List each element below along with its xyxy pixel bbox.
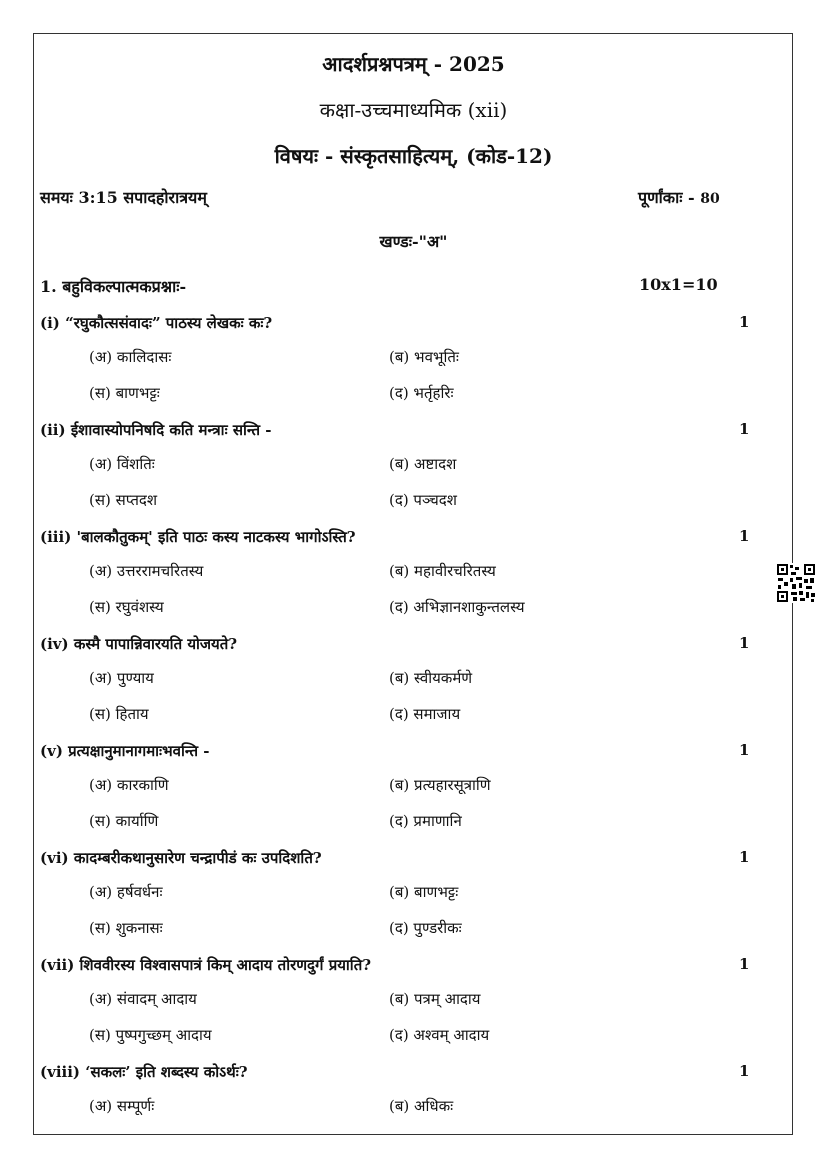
option-b: (ब) भवभूतिः [389, 348, 459, 366]
question-text: (ii) ईशावास्योपनिषदि कति मन्त्राः सन्ति - [40, 421, 272, 439]
question-marks: 1 [739, 1062, 750, 1080]
question-marks: 1 [739, 955, 750, 973]
question-text: (vii) शिववीरस्य विश्वासपात्रं किम् आदाय तोरणदुर्गं प्रयाति? [40, 956, 372, 974]
option-d: (द) समाजाय [389, 705, 461, 723]
option-a: (अ) संवादम् आदाय [89, 990, 197, 1008]
class-line: कक्षा-उच्चमाध्यमिक (xii) [319, 98, 508, 122]
question-marks: 1 [739, 741, 750, 759]
subject-line: विषयः - संस्कृतसाहित्यम्, (कोड-12) [274, 144, 553, 168]
option-a: (अ) उत्तररामचरितस्य [89, 562, 204, 580]
option-b: (ब) अधिकः [389, 1097, 454, 1115]
option-b: (ब) महावीरचरितस्य [389, 562, 496, 580]
question-marks: 1 [739, 313, 750, 331]
option-b: (ब) स्वीयकर्मणे [389, 669, 473, 687]
question-marks: 1 [739, 634, 750, 652]
option-c: (स) शुकनासः [89, 919, 163, 937]
option-b: (ब) अष्टादश [389, 455, 457, 473]
question-marks: 1 [739, 420, 750, 438]
question-text: (vi) कादम्बरीकथानुसारेण चन्द्रापीडं कः उपदिशति? [40, 849, 322, 867]
option-b: (ब) बाणभट्टः [389, 883, 459, 901]
question-text: (viii) ‘सकलः’ इति शब्दस्य कोऽर्थः? [40, 1063, 248, 1081]
option-d: (द) पुण्डरीकः [389, 919, 462, 937]
section-heading: खण्डः-"अ" [379, 232, 448, 251]
option-d: (द) अश्वम् आदाय [389, 1026, 490, 1044]
question-marks: 1 [739, 527, 750, 545]
option-a: (अ) सम्पूर्णः [89, 1097, 155, 1115]
option-b: (ब) पत्रम् आदाय [389, 990, 481, 1008]
option-c: (स) कार्याणि [89, 812, 159, 830]
option-d: (द) पञ्चदश [389, 491, 457, 509]
option-d: (द) भर्तृहरिः [389, 384, 454, 402]
option-a: (अ) कालिदासः [89, 348, 172, 366]
option-a: (अ) विंशतिः [89, 455, 155, 473]
option-c: (स) रघुवंशस्य [89, 598, 164, 616]
question-group-heading: 1. बहुविकल्पात्मकप्रश्नाः- [40, 277, 187, 296]
question-text: (i) “रघुकौत्ससंवादः” पाठस्य लेखकः कः? [40, 314, 273, 332]
question-marks: 1 [739, 848, 750, 866]
option-a: (अ) हर्षवर्धनः [89, 883, 163, 901]
time-line: समयः 3:15 सपादहोरात्रयम् [40, 188, 207, 207]
question-text: (iii) 'बालकौतुकम्' इति पाठः कस्य नाटकस्य भागोऽस्ति? [40, 528, 356, 546]
question-group-marks: 10x1=10 [639, 275, 718, 294]
option-c: (स) सप्तदश [89, 491, 158, 509]
max-marks [638, 186, 720, 208]
qr-code-icon [776, 563, 816, 603]
max-marks-value: 80 [700, 191, 720, 207]
option-c: (स) पुष्पगुच्छम् आदाय [89, 1026, 212, 1044]
max-marks-label: पूर्णांकाः - [638, 188, 695, 207]
option-d: (द) प्रमाणानि [389, 812, 462, 830]
question-text: (iv) कस्मै पापान्निवारयति योजयते? [40, 635, 238, 653]
option-c: (स) हिताय [89, 705, 149, 723]
option-b: (ब) प्रत्यहारसूत्राणि [389, 776, 491, 794]
option-a: (अ) पुण्याय [89, 669, 154, 687]
option-a: (अ) कारकाणि [89, 776, 169, 794]
option-d: (द) अभिज्ञानशाकुन्तलस्य [389, 598, 525, 616]
option-c: (स) बाणभट्टः [89, 384, 160, 402]
paper-title: आदर्शप्रश्नपत्रम् - 2025 [322, 52, 505, 76]
question-text: (v) प्रत्यक्षानुमानागमाःभवन्ति - [40, 742, 210, 760]
